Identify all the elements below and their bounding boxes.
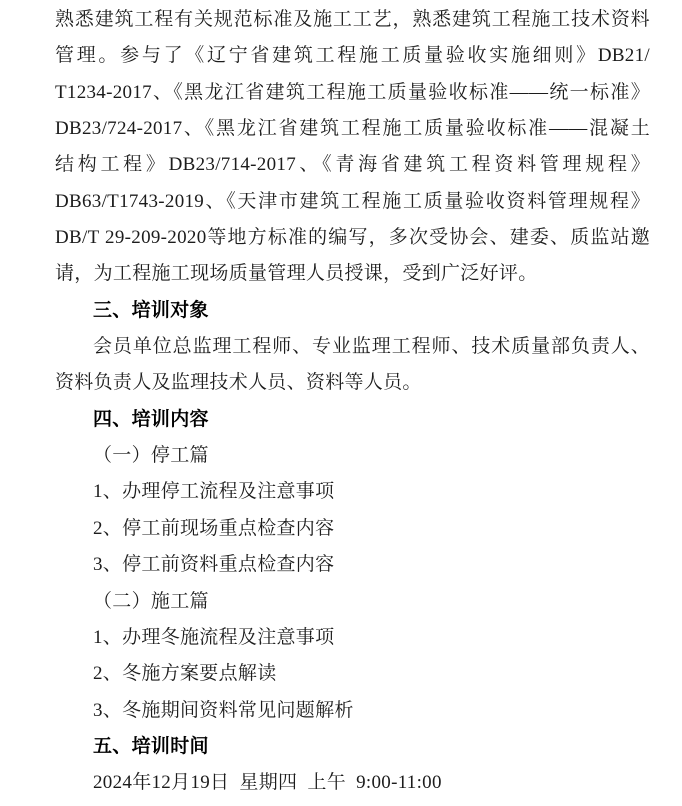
- content-item-part2-1: 1、办理冬施流程及注意事项: [93, 626, 335, 648]
- content-item-part1-1: 1、办理停工流程及注意事项: [93, 481, 335, 503]
- intro-line-4: DB23/724-2017、《黑龙江省建筑工程施工质量验收标准——混凝土: [55, 118, 650, 140]
- content-item-part1-title: （一）停工篇: [93, 445, 209, 467]
- heading-training-time: 五、培训时间: [93, 735, 209, 757]
- heading-training-content: 四、培训内容: [93, 408, 209, 430]
- intro-line-7: DB/T 29-209-2020等地方标准的编写，多次受协会、建委、质监站邀: [55, 227, 650, 249]
- intro-line-2: 管理。参与了《辽宁省建筑工程施工质量验收实施细则》DB21/: [55, 45, 650, 67]
- audience-line-2: 资料负责人及监理技术人员、资料等人员。: [55, 372, 422, 394]
- audience-line-1: 会员单位总监理工程师、专业监理工程师、技术质量部负责人、: [93, 336, 650, 358]
- intro-line-5: 结构工程》DB23/714-2017、《青海省建筑工程资料管理规程》: [55, 154, 650, 176]
- content-item-part2-title: （二）施工篇: [93, 590, 209, 612]
- intro-line-1: 熟悉建筑工程有关规范标准及施工工艺，熟悉建筑工程施工技术资料: [55, 9, 650, 30]
- intro-line-3: T1234-2017、《黑龙江省建筑工程施工质量验收标准——统一标准》: [55, 81, 650, 103]
- content-item-part2-2: 2、冬施方案要点解读: [93, 663, 277, 685]
- intro-line-8: 请，为工程施工现场质量管理人员授课，受到广泛好评。: [55, 263, 538, 285]
- content-item-part2-3: 3、冬施期间资料常见问题解析: [93, 699, 354, 721]
- heading-training-audience: 三、培训对象: [93, 299, 209, 321]
- content-item-part1-2: 2、停工前现场重点检查内容: [93, 517, 335, 539]
- intro-line-6: DB63/T1743-2019、《天津市建筑工程施工质量验收资料管理规程》: [55, 190, 650, 212]
- training-datetime: 2024年12月19日 星期四 上午 9:00-11:00: [93, 772, 442, 794]
- content-item-part1-3: 3、停工前资料重点检查内容: [93, 554, 335, 576]
